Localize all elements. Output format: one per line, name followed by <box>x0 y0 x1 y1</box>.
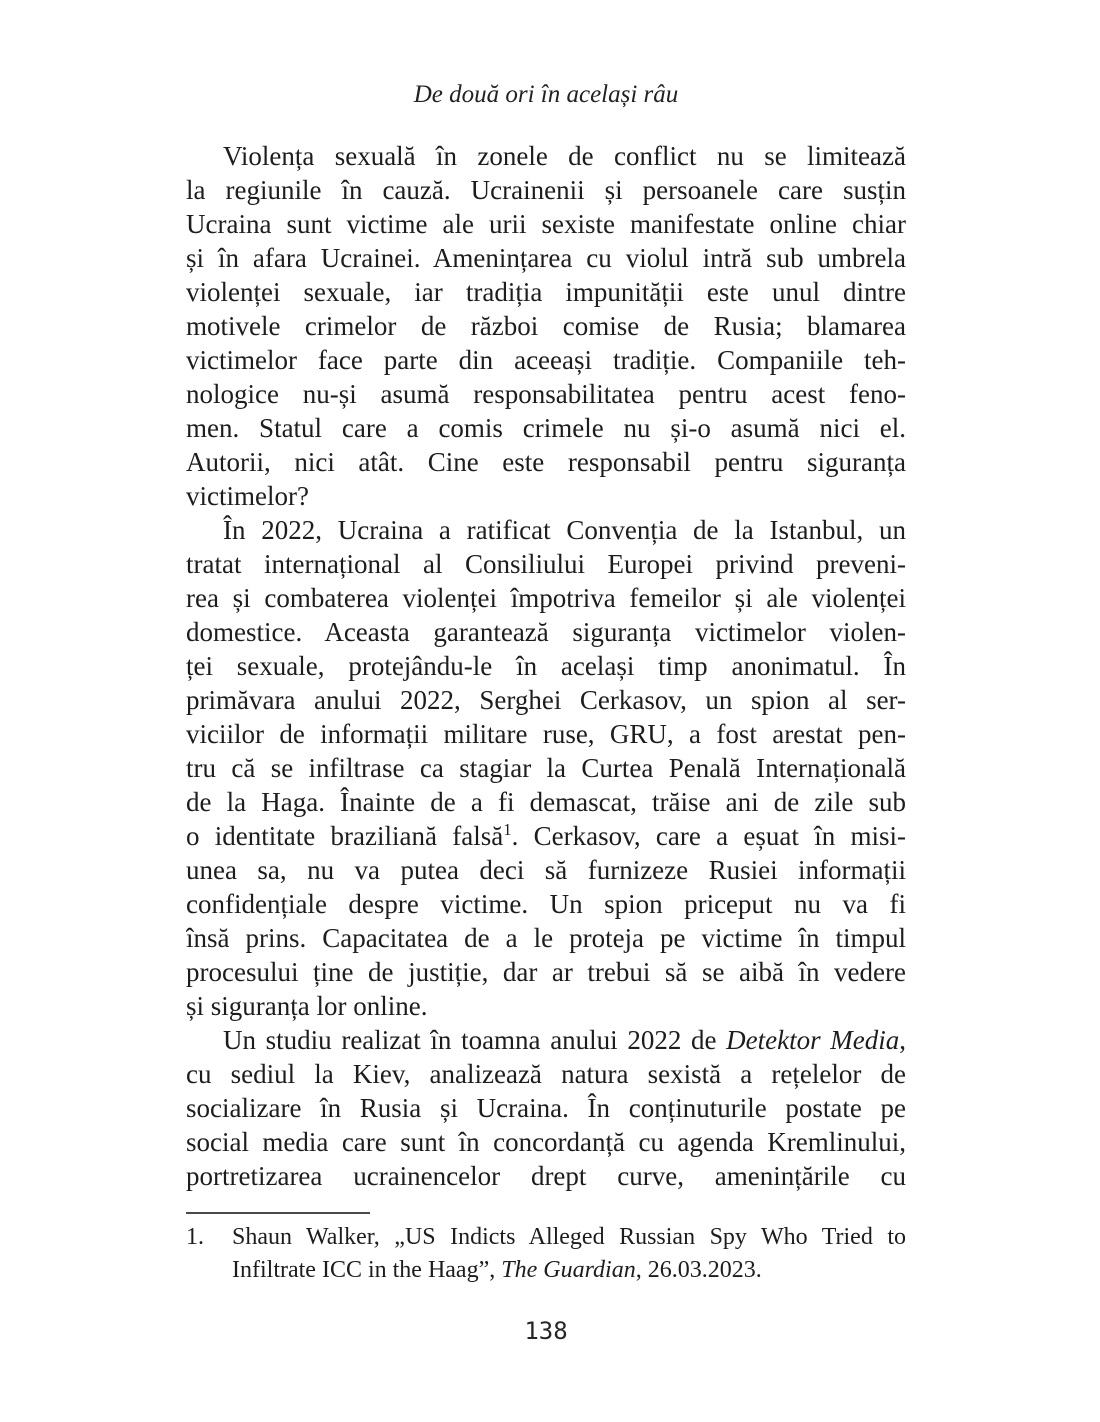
text-segment: nologice nu-și asumă responsabilitatea pentru acest feno- <box>186 379 906 409</box>
text-line <box>186 275 906 309</box>
text-line <box>186 1057 906 1091</box>
text-segment: însă prins. Capacitatea de a le proteja pe victime în timpul <box>186 923 906 953</box>
text-segment: . Cerkasov, care a eșuat în misi- <box>511 821 906 851</box>
text-line <box>232 1221 906 1254</box>
text-line <box>186 513 906 547</box>
footnote-inner <box>186 1221 906 1287</box>
text-segment: , <box>899 1025 906 1055</box>
text-segment: motivele crimelor de război comise de Rusia; blamarea <box>186 311 906 341</box>
text-line <box>186 411 906 445</box>
text-segment: Violența sexuală în zonele de conflict nu se limitează <box>223 141 906 171</box>
text-line <box>186 989 906 1023</box>
text-segment: Shaun Walker, „US Indicts Alleged Russian Spy Who Tried to <box>232 1224 906 1250</box>
text-line <box>186 377 906 411</box>
text-line <box>186 887 906 921</box>
footnote-reference: 1 <box>503 820 512 839</box>
text-segment: violenței sexuale, iar tradiția impunității este unul dintre <box>186 277 906 307</box>
text-line <box>186 955 906 989</box>
text-line <box>186 615 906 649</box>
text-line <box>186 1091 906 1125</box>
text-segment: cu sediul la Kiev, analizează natura sexistă a rețelelor de <box>186 1059 906 1089</box>
text-segment: și siguranța lor online. <box>186 991 428 1021</box>
text-segment: Detektor Media <box>726 1025 900 1055</box>
text-segment: ței sexuale, protejându-le în același timp anonimatul. În <box>186 651 906 681</box>
footnote-marker: 1. <box>186 1224 204 1250</box>
text-segment: The Guardian <box>501 1257 636 1283</box>
text-line <box>186 649 906 683</box>
text-segment: domestice. Aceasta garantează siguranța victimelor violen- <box>186 617 906 647</box>
footnote <box>186 1221 906 1287</box>
text-segment: tru că se infiltrase ca stagiar la Curtea Penală Internațională <box>186 753 906 783</box>
text-line <box>186 785 906 819</box>
page-number: 138 <box>524 1317 568 1345</box>
text-segment: social media care sunt în concordanță cu agenda Kremlinului, <box>186 1127 906 1157</box>
footnote-text <box>232 1221 906 1287</box>
text-segment: Ucraina sunt victime ale urii sexiste manifestate online chiar <box>186 209 906 239</box>
text-segment: portretizarea ucrainencelor drept curve, amenințările cu <box>186 1161 906 1191</box>
text-segment: unea sa, nu va putea deci să furnizeze Rusiei informații <box>186 855 906 885</box>
text-segment: Autorii, nici atât. Cine este responsabil pentru siguranța <box>186 447 906 477</box>
text-line <box>186 309 906 343</box>
body-text <box>186 139 906 1193</box>
text-segment: Un studiu realizat în toamna anului 2022 de <box>223 1025 727 1055</box>
text-segment: confidențiale despre victime. Un spion priceput nu va fi <box>186 889 906 919</box>
text-segment: primăvara anului 2022, Serghei Cerkasov, un spion al ser- <box>186 685 906 715</box>
text-segment: socializare în Rusia și Ucraina. În conținuturile postate pe <box>186 1093 906 1123</box>
text-line <box>186 207 906 241</box>
text-line <box>186 921 906 955</box>
text-segment: Infiltrate ICC in the Haag”, <box>232 1257 502 1283</box>
text-line <box>186 581 906 615</box>
text-segment: rea și combaterea violenței împotriva femeilor și ale violenței <box>186 583 906 613</box>
text-line <box>186 139 906 173</box>
text-segment: , 26.03.2023. <box>635 1257 762 1283</box>
text-segment: și în afara Ucrainei. Amenințarea cu violul intră sub umbrela <box>186 243 906 273</box>
footnote-separator-rule <box>186 1212 370 1214</box>
text-line <box>186 751 906 785</box>
text-line <box>186 819 906 853</box>
text-segment: victimelor? <box>186 481 309 511</box>
text-line <box>186 1125 906 1159</box>
text-segment: viciilor de informații militare ruse, GRU, a fost arestat pen- <box>186 719 906 749</box>
text-line <box>186 717 906 751</box>
text-line <box>186 343 906 377</box>
text-segment: procesului ține de justiție, dar ar trebui să se aibă în vedere <box>186 957 906 987</box>
text-line <box>186 1023 906 1057</box>
text-segment: la regiunile în cauză. Ucrainenii și persoanele care susțin <box>186 175 906 205</box>
text-line <box>186 683 906 717</box>
text-line <box>186 173 906 207</box>
text-line <box>232 1254 906 1287</box>
text-line <box>186 479 906 513</box>
text-segment: o identitate braziliană falsă <box>186 821 504 851</box>
text-line <box>186 853 906 887</box>
text-segment: de la Haga. Înainte de a fi demascat, trăise ani de zile sub <box>186 787 906 817</box>
text-line <box>186 445 906 479</box>
text-line <box>186 241 906 275</box>
text-line <box>186 547 906 581</box>
running-header: De două ori în același râu <box>413 81 679 108</box>
text-segment: tratat internațional al Consiliului Europei privind preveni- <box>186 549 906 579</box>
text-segment: victimelor face parte din aceeași tradiție. Companiile teh- <box>186 345 906 375</box>
text-segment: men. Statul care a comis crimele nu și-o asumă nici el. <box>186 413 906 443</box>
text-line <box>186 1159 906 1193</box>
text-segment: În 2022, Ucraina a ratificat Convenția de la Istanbul, un <box>223 515 906 545</box>
